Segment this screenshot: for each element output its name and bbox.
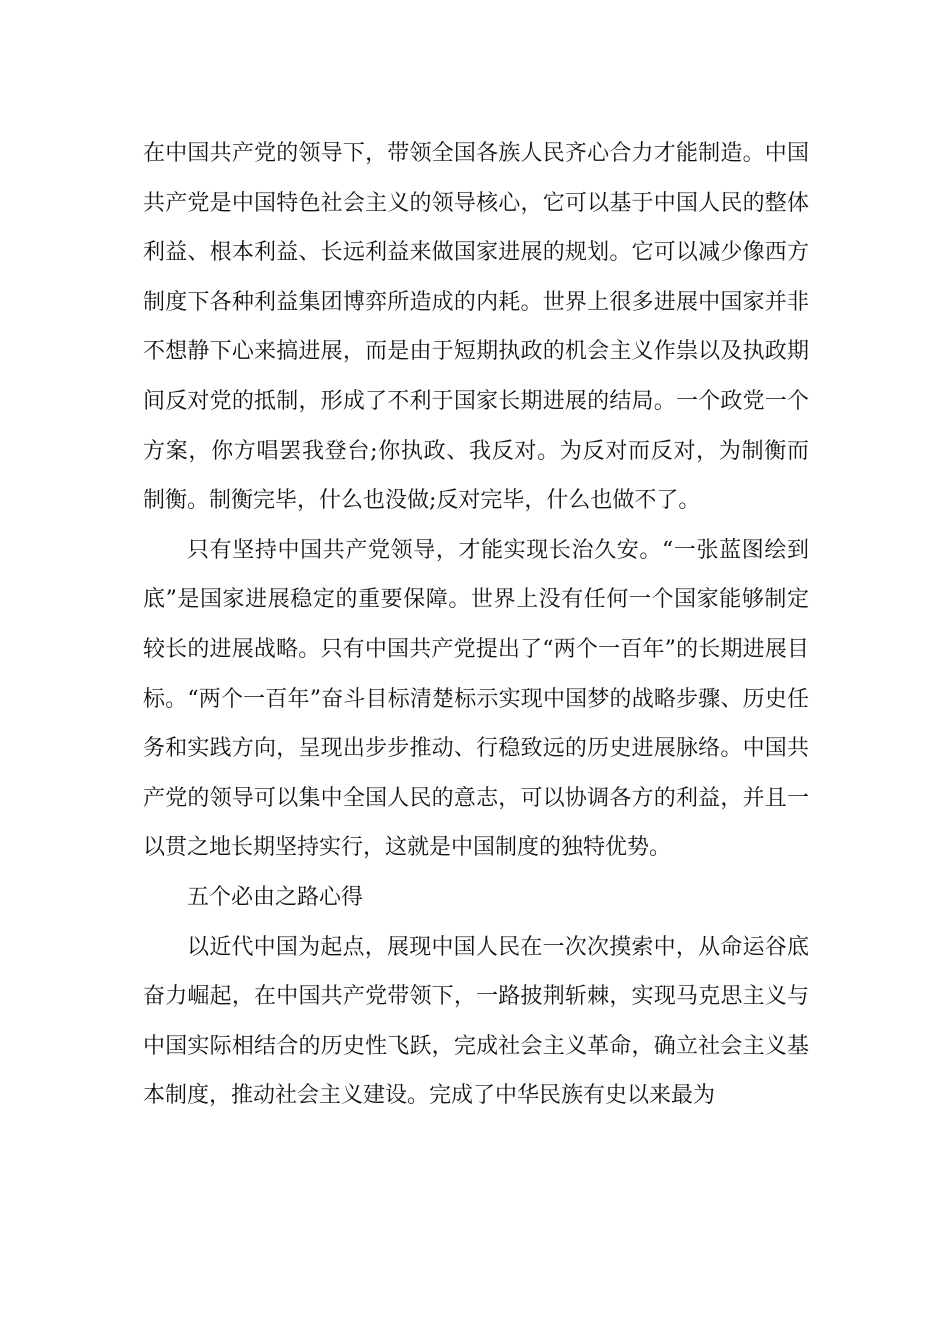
paragraph-leadership-core: 在中国共产党的领导下，带领全国各族人民齐心合力才能制造。中国共产党是中国特色社会主义的领导核心，它可以基于中国人民的整体利益、根本利益、长远利益来做国家进展的规划。它可以减少像西方制度下各种利益集团博弈所造成的内耗。世界上很多进展中国家并非不想静下心来搞进展，而是由于短期执政的机会主义作祟以及执政期间反对党的抵制，形成了不利于国家长期进展的结局。一个政党一个方案，你方唱罢我登台;你执政、我反对。为反对而反对，为制衡而制衡。制衡完毕，什么也没做;反对完毕，什么也做不了。	[143, 141, 809, 514]
paragraph-modern-china: 以近代中国为起点，展现中国人民在一次次摸索中，从命运谷底奋力崛起，在中国共产党带领下，一路披荆斩棘，实现马克思主义与中国实际相结合的历史性飞跃，完成社会主义革命，确立社会主义基本制度，推动社会主义建设。完成了中华民族有史以来最为	[143, 934, 809, 1109]
paragraph-long-term-stability: 只有坚持中国共产党领导，才能实现长治久安。“一张蓝图绘到底”是国家进展稳定的重要保障。世界上没有任何一个国家能够制定较长的进展战略。只有中国共产党提出了“两个一百年”的长期进展目标。“两个一百年”奋斗目标清楚标示实现中国梦的战略步骤、历史任务和实践方向，呈现出步步推动、行稳致远的历史进展脉络。中国共产党的领导可以集中全国人民的意志，可以协调各方的利益，并且一以贯之地长期坚持实行，这就是中国制度的独特优势。	[143, 537, 809, 861]
document-body	[143, 129, 809, 1121]
section-heading: 五个必由之路心得	[187, 884, 364, 910]
